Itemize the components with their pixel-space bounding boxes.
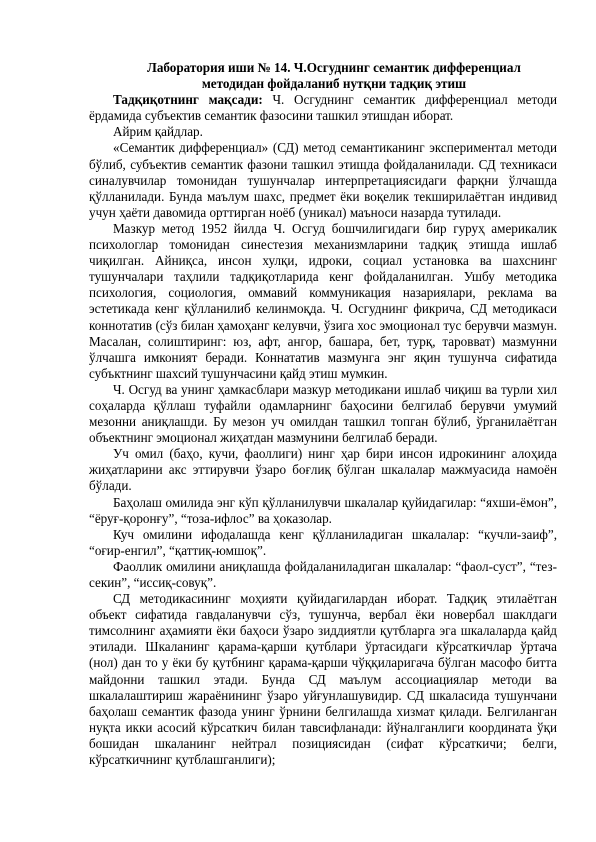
paragraph-potency-scales: Куч омилини ифодалашда кенг қўлланиладиган шкалалар: “кучли-заиф”, “оғир-енгил”, “қаттиқ-юмшоқ”. xyxy=(89,526,557,558)
paragraph-method-essence: СД методикасининг моҳияти қуйидагилардан иборат. Тадқиқ этилаётган объект сифатида гавдаланувчи сўз, тушунча, вербал ёки новербал шаклдаги тимсолнинг аҳамияти ёки баҳоси ўзаро зиддиятли қутбларга эга шкалаларда қайд этилади. Шкаланинг қарама-қарши қутблари ўртасидаги кўрсаткичлар ўртача (нол) дан то у ёки бу қутбнинг қарама-қарши чўққиларигача бўлган масофо битта майдонни ташкил этади. Бунда СД маълум ассоциациялар методи ва шкалалаштириш жараёнининг ўзаро уйғунлашувидир. СД шкаласида тушунчани баҳолаш семантик фазода унинг ўрнини белгилашда хизмат қилади. Белгиланган нуқта икки асосий кўрсаткич билан тавсифланади: йўналганлиги координата ўқи бошидан шкаланинг нейтрал позициясидан (сифат кўрсаткичи; белги, кўрсаткичнинг қутблашганлиги); xyxy=(89,591,557,768)
title-line-2: методидан фойдаланиб нутқни тадқиқ этиш xyxy=(201,76,467,92)
page-title xyxy=(89,60,557,92)
title-line-1: Лаборатория иши № 14. Ч.Осгуднинг семантик дифференциал xyxy=(147,60,521,75)
paragraph-activity-scales: Фаоллик омилини аниқлашда фойдаланиладиган шкалалар: “фаол-суст”, “тез-секин”, “иссиқ-совуқ”. xyxy=(89,558,557,590)
goal-paragraph xyxy=(89,92,557,124)
paragraph-evaluation-scales: Баҳолаш омилида энг кўп қўлланилувчи шкалалар қуйидагилар: “яхши-ёмон”, “ёруғ-қоронғу”, “тоза-ифлос” ва ҳоказолар. xyxy=(89,494,557,526)
paragraph-notes-heading: Айрим қайдлар. xyxy=(113,124,203,140)
paragraph-method-definition: «Семантик дифференциал» (СД) метод семантиканинг экспериментал методи бўлиб, субъектив семантик фазони ташкил этишда фойдаланилади. СД техникаси синалувчилар томонидан тушунчалар интерпретациясидаги фарқни ўлчашда қўлланилади. Бунда маълум шахс, предмет ёки воқелик текширилаётган индивид учун ҳаёти давомида орттирган ноёб (уникал) маъноси назарда тутилади. xyxy=(89,140,557,220)
paragraph-method-history: Мазкур метод 1952 йилда Ч. Осгуд бошчилигидаги бир гуруҳ америкалик психологлар томонидан синестезия механизмларини тадқиқ этишда ишлаб чиқилган. Айниқса, инсон хулқи, идроки, социал установка ва шахснинг тушунчалари таҳлили тадқиқотларида кенг фойдаланилган. Ушбу методика психология, социология, оммавий коммуникация назариялари, реклама ва эстетикада кенг қўлланилиб келинмоқда. Ч. Осгуднинг фикрича, СД методикаси коннотатив (сўз билан ҳамоҳанг келувчи, ўзига хос эмоционал тус берувчи мазмун. Масалан, солиштиринг: юз, афт, ангор, башара, бет, турқ, таровват) мазмунни ўлчашга имконият беради. Коннататив мазмунга энг яқин тушунча сифатида субъктнинг шахсий тушунчасини қайд этиш мумкин. xyxy=(89,220,557,381)
goal-text: Ч. Осгуднинг семантик дифференциал методи ёрдамида субъектив семантик фазосини ташкил этишдан иборат. xyxy=(89,92,557,124)
goal-label: Тадқиқотнинг мақсади: xyxy=(113,92,263,108)
paragraph-common-criterion: Ч. Осгуд ва унинг ҳамкасблари мазкур методикани ишлаб чиқиш ва турли хил соҳаларда қўллаш туфайли одамларнинг баҳосини белгилаб берувчи умумий мезонни аниқлашди. Бу мезон уч омилдан ташкил топган бўлиб, ўрганилаётган объектнинг эмоционал жиҳатдан мазмунини белгилаб беради. xyxy=(89,381,557,446)
document-page xyxy=(89,60,557,768)
paragraph-three-factors: Уч омил (баҳо, кучи, фаоллиги) нинг ҳар бири инсон идрокининг алоҳида жиҳатларини акс эттирувчи ўзаро боғлиқ бўлган шкалалар мажмуасида намоён бўлади. xyxy=(89,446,557,494)
